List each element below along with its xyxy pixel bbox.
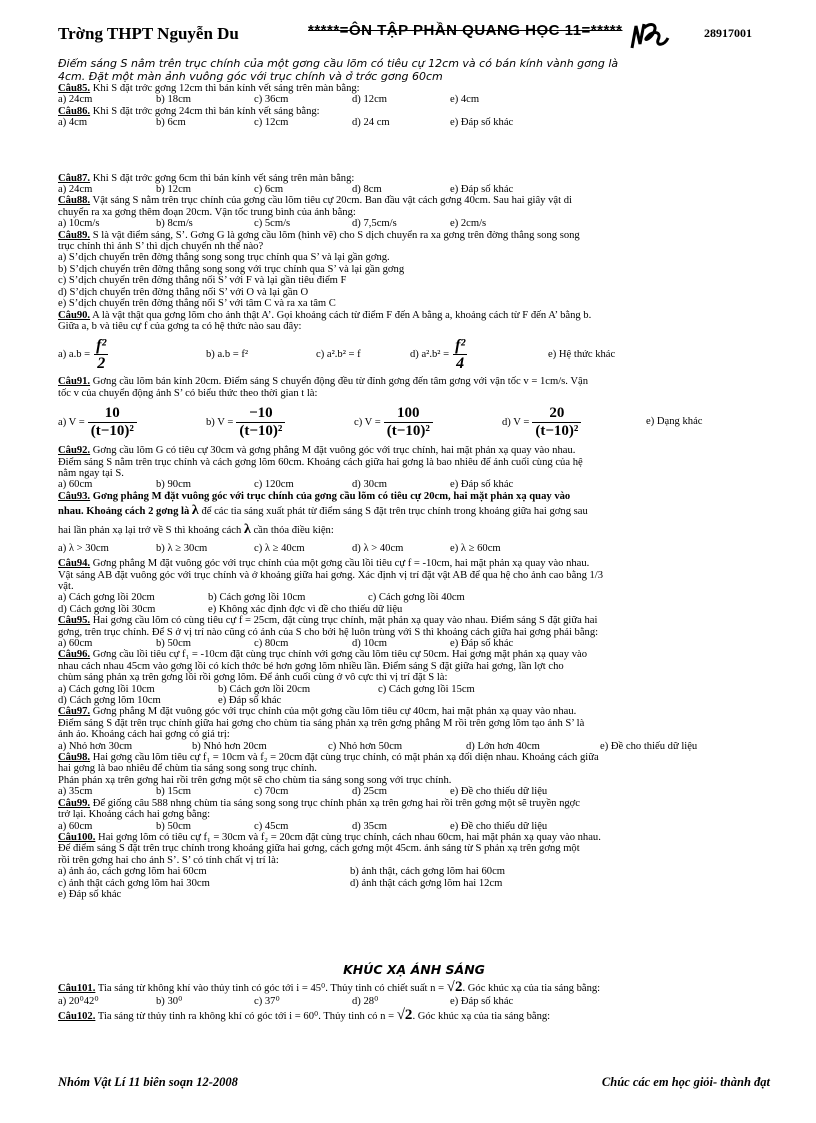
answer-option: d) 7,5cm/s bbox=[352, 218, 397, 230]
answer-option: c) Cách gơng lồi 15cm bbox=[378, 683, 475, 695]
question-88 bbox=[58, 195, 770, 206]
question-text: S là vật điểm sáng, S’. Gơng G là gơng cầu lõm (hình vẽ) cho S dịch chuyển ra xa gơng trên đờng thẳng song song bbox=[90, 229, 580, 241]
answer-options bbox=[58, 117, 770, 128]
answer-option: d) Lớn hơn 40cm bbox=[466, 740, 540, 752]
question-text: Gơng phẳng M đặt vuông góc với trục chính của gơng cầu lõm có tiêu cự 20cm, hai mặt phản xạ quay vào bbox=[90, 490, 571, 502]
question-text: Để giống câu 588 nhng chùm tia sáng song song trục chính phản xạ trên gơng hai rồi trên gơng một sẽ truyền ngợc bbox=[90, 797, 580, 809]
answer-option: b) 90cm bbox=[156, 479, 192, 491]
question-text: gơng, trên trục chính. Để S ở vị trí nào cũng có ảnh của S cho bởi hệ luôn trùng với S thì khoảng cách giữa hai gơng phải bằng: bbox=[58, 626, 599, 638]
answer-options bbox=[58, 592, 770, 603]
fraction: $\frac{20}{\text{(t−10)²}}$ bbox=[532, 405, 581, 440]
answer-options bbox=[58, 695, 770, 706]
answer-option: a) Nhỏ hơn 30cm bbox=[58, 740, 133, 752]
question-text: Điểm sáng S đặt trên trục chính giữa hai gơng cho chùm tia sáng phản xạ trên gơng phẳng M rồi trên gơng lõm tạo ảnh S’ là bbox=[58, 717, 585, 729]
document-title: *****=ÔN TẬP PHẦN QUANG HỌC 11=***** bbox=[308, 22, 623, 39]
answer-option: e) Đề cho thiếu dữ liệu bbox=[600, 740, 698, 752]
document-body bbox=[58, 58, 770, 1025]
question-text: trục chính thì ảnh S’ thì dịch chuyển nh thế nào? bbox=[58, 241, 264, 253]
answer-option: a) Cách gơng lồi 20cm bbox=[58, 592, 155, 604]
question-text: nhau cách nhau 45cm vào gơng lồi có kích thớc bé hơn gơng lõm nhiều lần. Điểm sáng S đặt giữa hai gơng, lần lợt cho bbox=[58, 660, 564, 672]
question-text: Khi S đặt trớc gơng 6cm thì bán kính vết sáng trên màn bằng: bbox=[90, 172, 355, 184]
answer-options bbox=[58, 786, 770, 797]
answer-options bbox=[58, 878, 770, 889]
answer-option: a) 20⁰42⁰ bbox=[58, 995, 99, 1007]
answer-option: e) Hệ thức khác bbox=[548, 348, 616, 360]
answer-options bbox=[58, 479, 770, 490]
answer-option: c) λ ≥ 40cm bbox=[254, 543, 305, 555]
answer-option: c) 70cm bbox=[254, 786, 289, 798]
question-label: Câu87. bbox=[58, 172, 91, 184]
school-name: Trờng THPT Nguyễn Du bbox=[58, 24, 239, 43]
answer-option: c) 12cm bbox=[254, 117, 289, 129]
question-label: Câu99. bbox=[58, 797, 91, 809]
question-text: Tia sáng từ thủy tinh ra không khí có góc tới i = 60⁰. Thủy tinh có n = bbox=[95, 1011, 397, 1023]
answer-option: a) 4cm bbox=[58, 117, 88, 129]
answer-option: c) 120cm bbox=[254, 479, 294, 491]
question-text: Vật sáng AB đặt vuông góc với trục chính và ở khoảng giữa hai gơng. Xác định vị trí đặt vật AB để qua hệ cho ảnh cao bằng 1/3 bbox=[58, 569, 604, 581]
handwritten-signature-icon bbox=[628, 18, 672, 54]
answer-options bbox=[58, 540, 770, 558]
question-label: Câu98. bbox=[58, 752, 91, 764]
answer-option: d) 10cm bbox=[352, 638, 388, 649]
question-94 bbox=[58, 558, 770, 569]
answer-option: b) 12cm bbox=[156, 184, 192, 196]
question-97 bbox=[58, 706, 770, 717]
answer-option: a) 24cm bbox=[58, 94, 93, 106]
answer-option: c) S’dịch chuyển trên đờng thẳng nối S’ với F và lại gần tiêu điểm F bbox=[58, 275, 347, 287]
footer-left: Nhóm Vật Lí 11 biên soạn 12-2008 bbox=[58, 1075, 238, 1089]
question-label: Câu102. bbox=[58, 1011, 96, 1023]
answer-option: a) V = $\frac{10}{\text{(t−10)²}}$ bbox=[58, 405, 206, 440]
question-label: Câu88. bbox=[58, 195, 91, 207]
answer-option: a) 60cm bbox=[58, 638, 93, 649]
answer-option: b) 50cm bbox=[156, 820, 192, 832]
answer-options bbox=[58, 638, 770, 649]
answer-options bbox=[58, 996, 770, 1007]
question-89 bbox=[58, 230, 770, 241]
fraction: $\frac{100}{\text{(t−10)²}}$ bbox=[384, 405, 433, 440]
answer-option: d) S’dịch chuyển trên đờng thẳng nối S’ với O và lại gần O bbox=[58, 286, 309, 298]
answer-option: e) Đáp số khác bbox=[450, 995, 514, 1007]
answer-option: c) ảnh thật cách gơng lõm hai 30cm bbox=[58, 877, 210, 889]
question-101 bbox=[58, 980, 770, 996]
fraction: $\frac{-10}{\text{(t−10)²}}$ bbox=[236, 405, 285, 440]
answer-options bbox=[58, 866, 770, 877]
answer-options bbox=[58, 741, 770, 752]
answer-option: c) 5cm/s bbox=[254, 218, 291, 230]
question-text: Hai gơng cầu lõm có cùng tiêu cự f = 25cm, đặt cùng trục chính, mặt phản xạ quay vào nhau. Điểm sáng S đặt giữa hai bbox=[90, 615, 598, 627]
question-text: Vật sáng S nằm trên trục chính của gơng cầu lõm tiêu cự 20cm. Ban đầu vật cách gơng 40cm. Sau hai giây vật di bbox=[90, 195, 572, 207]
answer-option: a) S’dịch chuyển trên đờng thẳng song song trục chính qua S’ và lại gần gơng. bbox=[58, 252, 390, 264]
answer-option: d) a².b² = $\frac{\text{f²}}{4}$ bbox=[410, 337, 548, 372]
answer-option: e) Đáp số khác bbox=[58, 888, 122, 900]
answer-option: d) Cách gơng lồi 30cm bbox=[58, 603, 156, 615]
answer-option: b) λ ≥ 30cm bbox=[156, 543, 208, 555]
answer-option: c) Nhỏ hơn 50cm bbox=[328, 740, 403, 752]
question-text: Hai gơng cầu lõm tiêu cự f₁ = 10cm và f₂ = 20cm đặt cùng trục chính, có mặt phản xạ đối diện nhau. Khoảng cách giữa bbox=[90, 752, 599, 764]
question-text: Gơng cầu lồi tiêu cự f₁ = -10cm đặt cùng trục chính với gơng cầu lõm tiêu cự 50cm. Hai gơng mặt phản xạ quay vào bbox=[90, 649, 587, 661]
answer-options bbox=[58, 332, 770, 376]
answer-option: d) 28⁰ bbox=[352, 995, 379, 1007]
answer-option: b) 18cm bbox=[156, 94, 192, 106]
question-92 bbox=[58, 445, 770, 456]
question-text: Hai gơng lõm có tiêu cự f₁ = 30cm và f₂ = 20cm đặt cùng trục chính, cách nhau 60cm, hai mặt phản xạ quay vào nhau. bbox=[95, 831, 601, 843]
question-label: Câu91. bbox=[58, 376, 91, 388]
answer-option: b) S’dịch chuyển trên đờng thẳng song song với trục chính qua S’ và lại gần gơng bbox=[58, 263, 405, 275]
question-text: Để điểm sáng S đặt trên trục chính trong khoảng giữa hai gơng, cách gơng một 45cm. ánh sáng từ S phản xạ trên gơng một bbox=[58, 843, 580, 855]
question-text: nhau. Khoảng cách 2 gơng là λ để các tia sáng xuất phát từ điểm sáng S đặt trên trục chính trong khoảng giữa hai gơng sau bbox=[58, 503, 588, 519]
answer-option: b) a.b = f² bbox=[206, 348, 249, 360]
answer-option: d) Cách gơng lõm 10cm bbox=[58, 695, 161, 707]
answer-options bbox=[58, 821, 770, 832]
question-text: Điểm sáng S nằm trên trục chính và cách gơng lõm 60cm. Khoảng cách giữa hai gơng là bao nhiêu để ảnh cuối cùng của hệ bbox=[58, 456, 583, 468]
answer-option: e) λ ≥ 60cm bbox=[450, 543, 501, 555]
question-text: Tia sáng từ không khí vào thủy tinh có góc tới i = 45⁰. Thủy tinh có chiết suất n = bbox=[95, 982, 447, 994]
intro-line: 4cm. Đặt một màn ảnh vuông góc với trục chính và ở trớc gơng 60cm bbox=[58, 70, 443, 83]
question-91 bbox=[58, 376, 770, 387]
answer-options bbox=[58, 94, 770, 105]
question-87 bbox=[58, 173, 770, 184]
question-label: Câu92. bbox=[58, 445, 91, 457]
fraction: $\frac{10}{\text{(t−10)²}}$ bbox=[88, 405, 137, 440]
question-label: Câu96. bbox=[58, 649, 91, 661]
question-text: vật. bbox=[58, 580, 74, 592]
question-text: rồi trên gơng hai cho ảnh S’. S’ có tính chất vị trí là: bbox=[58, 854, 279, 866]
answer-option: c) 45cm bbox=[254, 820, 289, 832]
question-text: Gơng cầu lõm G có tiêu cự 30cm và gơng phẳng M đặt vuông góc với trục chính, hai mặt phản xạ quay vào nhau. bbox=[90, 445, 576, 457]
answer-option: b) Nhỏ hơn 20cm bbox=[192, 740, 267, 752]
question-text: chuyển ra xa gơng thêm đoạn 20cm. Vận tốc trung bình của ảnh bằng: bbox=[58, 206, 356, 218]
question-text: Gơng phẳng M đặt vuông góc với trục chính của một gơng cầu lồi tiêu cự f = -10cm, hai mặt phản xạ quay vào nhau. bbox=[90, 558, 590, 570]
answer-option: e) Không xác định đợc vì đề cho thiếu dữ liệu bbox=[208, 603, 403, 615]
question-96 bbox=[58, 649, 770, 660]
answer-option: a) 10cm/s bbox=[58, 218, 100, 230]
question-93 bbox=[58, 491, 770, 502]
answer-option: e) 4cm bbox=[450, 94, 480, 106]
answer-option: e) Đáp số khác bbox=[450, 184, 514, 196]
answer-option: c) 37⁰ bbox=[254, 995, 280, 1007]
answer-option: b) 30⁰ bbox=[156, 995, 183, 1007]
question-text: Giữa a, b và tiêu cự f của gơng ta có hệ thức nào sau đây: bbox=[58, 320, 302, 332]
answer-option: a) 60cm bbox=[58, 820, 93, 832]
answer-option: c) Cách gơng lồi 40cm bbox=[368, 592, 465, 604]
answer-option: b) 15cm bbox=[156, 786, 192, 798]
question-label: Câu100. bbox=[58, 831, 96, 843]
question-text: . Góc khúc xạ của tia sáng bằng: bbox=[412, 1011, 551, 1023]
question-text: chùm sáng phản xạ trên gơng lồi rồi gơng lõm. Để ảnh cuối cùng ở vô cực thì vị trí đặt S là: bbox=[58, 672, 448, 684]
answer-option: e) Đề cho thiếu dữ liệu bbox=[450, 820, 548, 832]
answer-option: c) 6cm bbox=[254, 184, 284, 196]
fraction: $\frac{\text{f²}}{2}$ bbox=[96, 336, 107, 372]
answer-option: d) 24 cm bbox=[352, 117, 390, 129]
intro-line: Điểm sáng S nằm trên trục chính của một gơng cầu lõm có tiêu cự 12cm và có bán kính vành gơng là bbox=[58, 58, 619, 70]
answer-option: b) V = $\frac{-10}{\text{(t−10)²}}$ bbox=[206, 405, 354, 440]
document-code: 28917001 bbox=[704, 26, 752, 40]
answer-options bbox=[58, 604, 770, 615]
answer-option: d) 35cm bbox=[352, 820, 388, 832]
question-text: Gơng phẳng M đặt vuông góc với trục chính của một gơng cầu lõm tiêu cự 40cm, hai mặt phản xạ quay vào nhau. bbox=[90, 706, 577, 718]
question-85 bbox=[58, 83, 770, 94]
answer-options bbox=[58, 684, 770, 695]
sqrt-symbol: √2 bbox=[396, 1007, 413, 1024]
question-95 bbox=[58, 615, 770, 626]
answer-option: d) 8cm bbox=[352, 184, 382, 196]
question-label: Câu93. bbox=[58, 490, 91, 502]
question-label: Câu94. bbox=[58, 558, 91, 570]
question-100 bbox=[58, 832, 770, 843]
answer-option: a) Cách gơng lồi 10cm bbox=[58, 683, 155, 695]
section-title: KHÚC XẠ ÁNH SÁNG bbox=[343, 962, 485, 978]
answer-option: a) 60cm bbox=[58, 479, 93, 491]
question-text: trở lại. Khoảng cách hai gơng bằng: bbox=[58, 809, 211, 821]
answer-option: e) 2cm/s bbox=[450, 218, 487, 230]
question-text: Khi S đặt trớc gơng 24cm thì bán kính vết sáng bằng: bbox=[90, 105, 320, 117]
answer-option: d) V = $\frac{20}{\text{(t−10)²}}$ bbox=[502, 405, 646, 440]
answer-option: e) Dạng khác bbox=[646, 416, 703, 428]
question-label: Câu90. bbox=[58, 309, 91, 321]
answer-options bbox=[58, 889, 770, 900]
question-label: Câu95. bbox=[58, 615, 91, 627]
question-86 bbox=[58, 106, 770, 117]
answer-option: c) a².b² = f bbox=[316, 348, 361, 360]
question-90 bbox=[58, 310, 770, 321]
answer-option: e) S’dịch chuyển trên đờng thẳng nối S’ với tâm C và ra xa tâm C bbox=[58, 298, 336, 310]
question-text: Phản phản xạ trên gơng hai rồi trên gơng một sẽ cho chùm tia sáng song song với trục chính. bbox=[58, 774, 452, 786]
footer-right: Chúc các em học giỏi- thành đạt bbox=[601, 1075, 770, 1089]
answer-option: e) Đáp số khác bbox=[218, 695, 282, 707]
question-label: Câu85. bbox=[58, 83, 91, 94]
answer-option: e) Đáp số khác bbox=[450, 638, 514, 649]
answer-option: e) Đáp số khác bbox=[450, 117, 514, 129]
answer-option: c) V = $\frac{100}{\text{(t−10)²}}$ bbox=[354, 405, 502, 440]
page-header bbox=[58, 22, 768, 52]
answer-option: d) ảnh thật cách gơng lõm hai 12cm bbox=[350, 877, 503, 889]
answer-option: d) λ > 40cm bbox=[352, 543, 404, 555]
question-99 bbox=[58, 798, 770, 809]
answer-option: a) 24cm bbox=[58, 184, 93, 196]
answer-option: e) Đề cho thiếu dữ liệu bbox=[450, 786, 548, 798]
answer-options bbox=[58, 218, 770, 229]
question-text: A là vật thật qua gơng lõm cho ảnh thật A’. Gọi khoảng cách từ điểm F đến A bằng a, khoảng cách từ F đến A’ bằng b. bbox=[90, 309, 592, 321]
answer-option: e) Đáp số khác bbox=[450, 479, 514, 491]
answer-option: b) 8cm/s bbox=[156, 218, 193, 230]
answer-option: b) Cách gơn lồi 20cm bbox=[218, 683, 311, 695]
sqrt-symbol: √2 bbox=[446, 979, 463, 995]
answer-option: d) 12cm bbox=[352, 94, 388, 106]
question-label: Câu86. bbox=[58, 105, 91, 117]
question-text: hai lần phản xạ lại trở về S thì khoảng cách λ cần thỏa điều kiện: bbox=[58, 522, 334, 538]
question-label: Câu89. bbox=[58, 229, 91, 241]
answer-option: b) Cách gơng lồi 10cm bbox=[208, 592, 306, 604]
answer-option: c) 80cm bbox=[254, 638, 289, 649]
answer-option: a) 35cm bbox=[58, 786, 93, 798]
answer-option: b) 6cm bbox=[156, 117, 186, 129]
question-label: Câu97. bbox=[58, 706, 91, 718]
answer-option: a) λ > 30cm bbox=[58, 543, 109, 555]
answer-options bbox=[58, 399, 770, 445]
question-text: hai gơng là bao nhiêu để chùm tia sáng song song trục chính. bbox=[58, 763, 317, 775]
answer-option: a) a.b = $\frac{\text{f²}}{2}$ bbox=[58, 337, 206, 372]
answer-option: d) 30cm bbox=[352, 479, 388, 491]
answer-option: b) ảnh thật, cách gơng lõm hai 60cm bbox=[350, 866, 506, 878]
question-text: tốc v của chuyển động ảnh S’ có biểu thức theo thời gian t là: bbox=[58, 387, 318, 399]
answer-option: d) 25cm bbox=[352, 786, 388, 798]
answer-option: b) 50cm bbox=[156, 638, 192, 649]
answer-option: a) ảnh ảo, cách gơng lõm hai 60cm bbox=[58, 866, 207, 878]
question-text: . Góc khúc xạ của tia sáng bằng: bbox=[462, 982, 601, 994]
question-text: Khi S đặt trớc gơng 12cm thì bán kính vết sáng trên màn bằng: bbox=[90, 83, 360, 94]
question-text: ảnh ảo. Khoảng cách hai gơng có giá trị: bbox=[58, 729, 230, 741]
question-102 bbox=[58, 1007, 770, 1025]
question-text: nằm ngay tại S. bbox=[58, 467, 124, 479]
answer-option: c) 36cm bbox=[254, 94, 289, 106]
answer-options bbox=[58, 184, 770, 195]
question-text: Gơng cầu lõm bán kính 20cm. Điểm sáng S chuyển động đều từ đỉnh gơng đến tâm gơng với vận tốc v = 1cm/s. Vận bbox=[90, 376, 589, 388]
question-98 bbox=[58, 752, 770, 763]
fraction: $\frac{\text{f²}}{4}$ bbox=[455, 336, 466, 372]
question-label: Câu101. bbox=[58, 982, 96, 994]
